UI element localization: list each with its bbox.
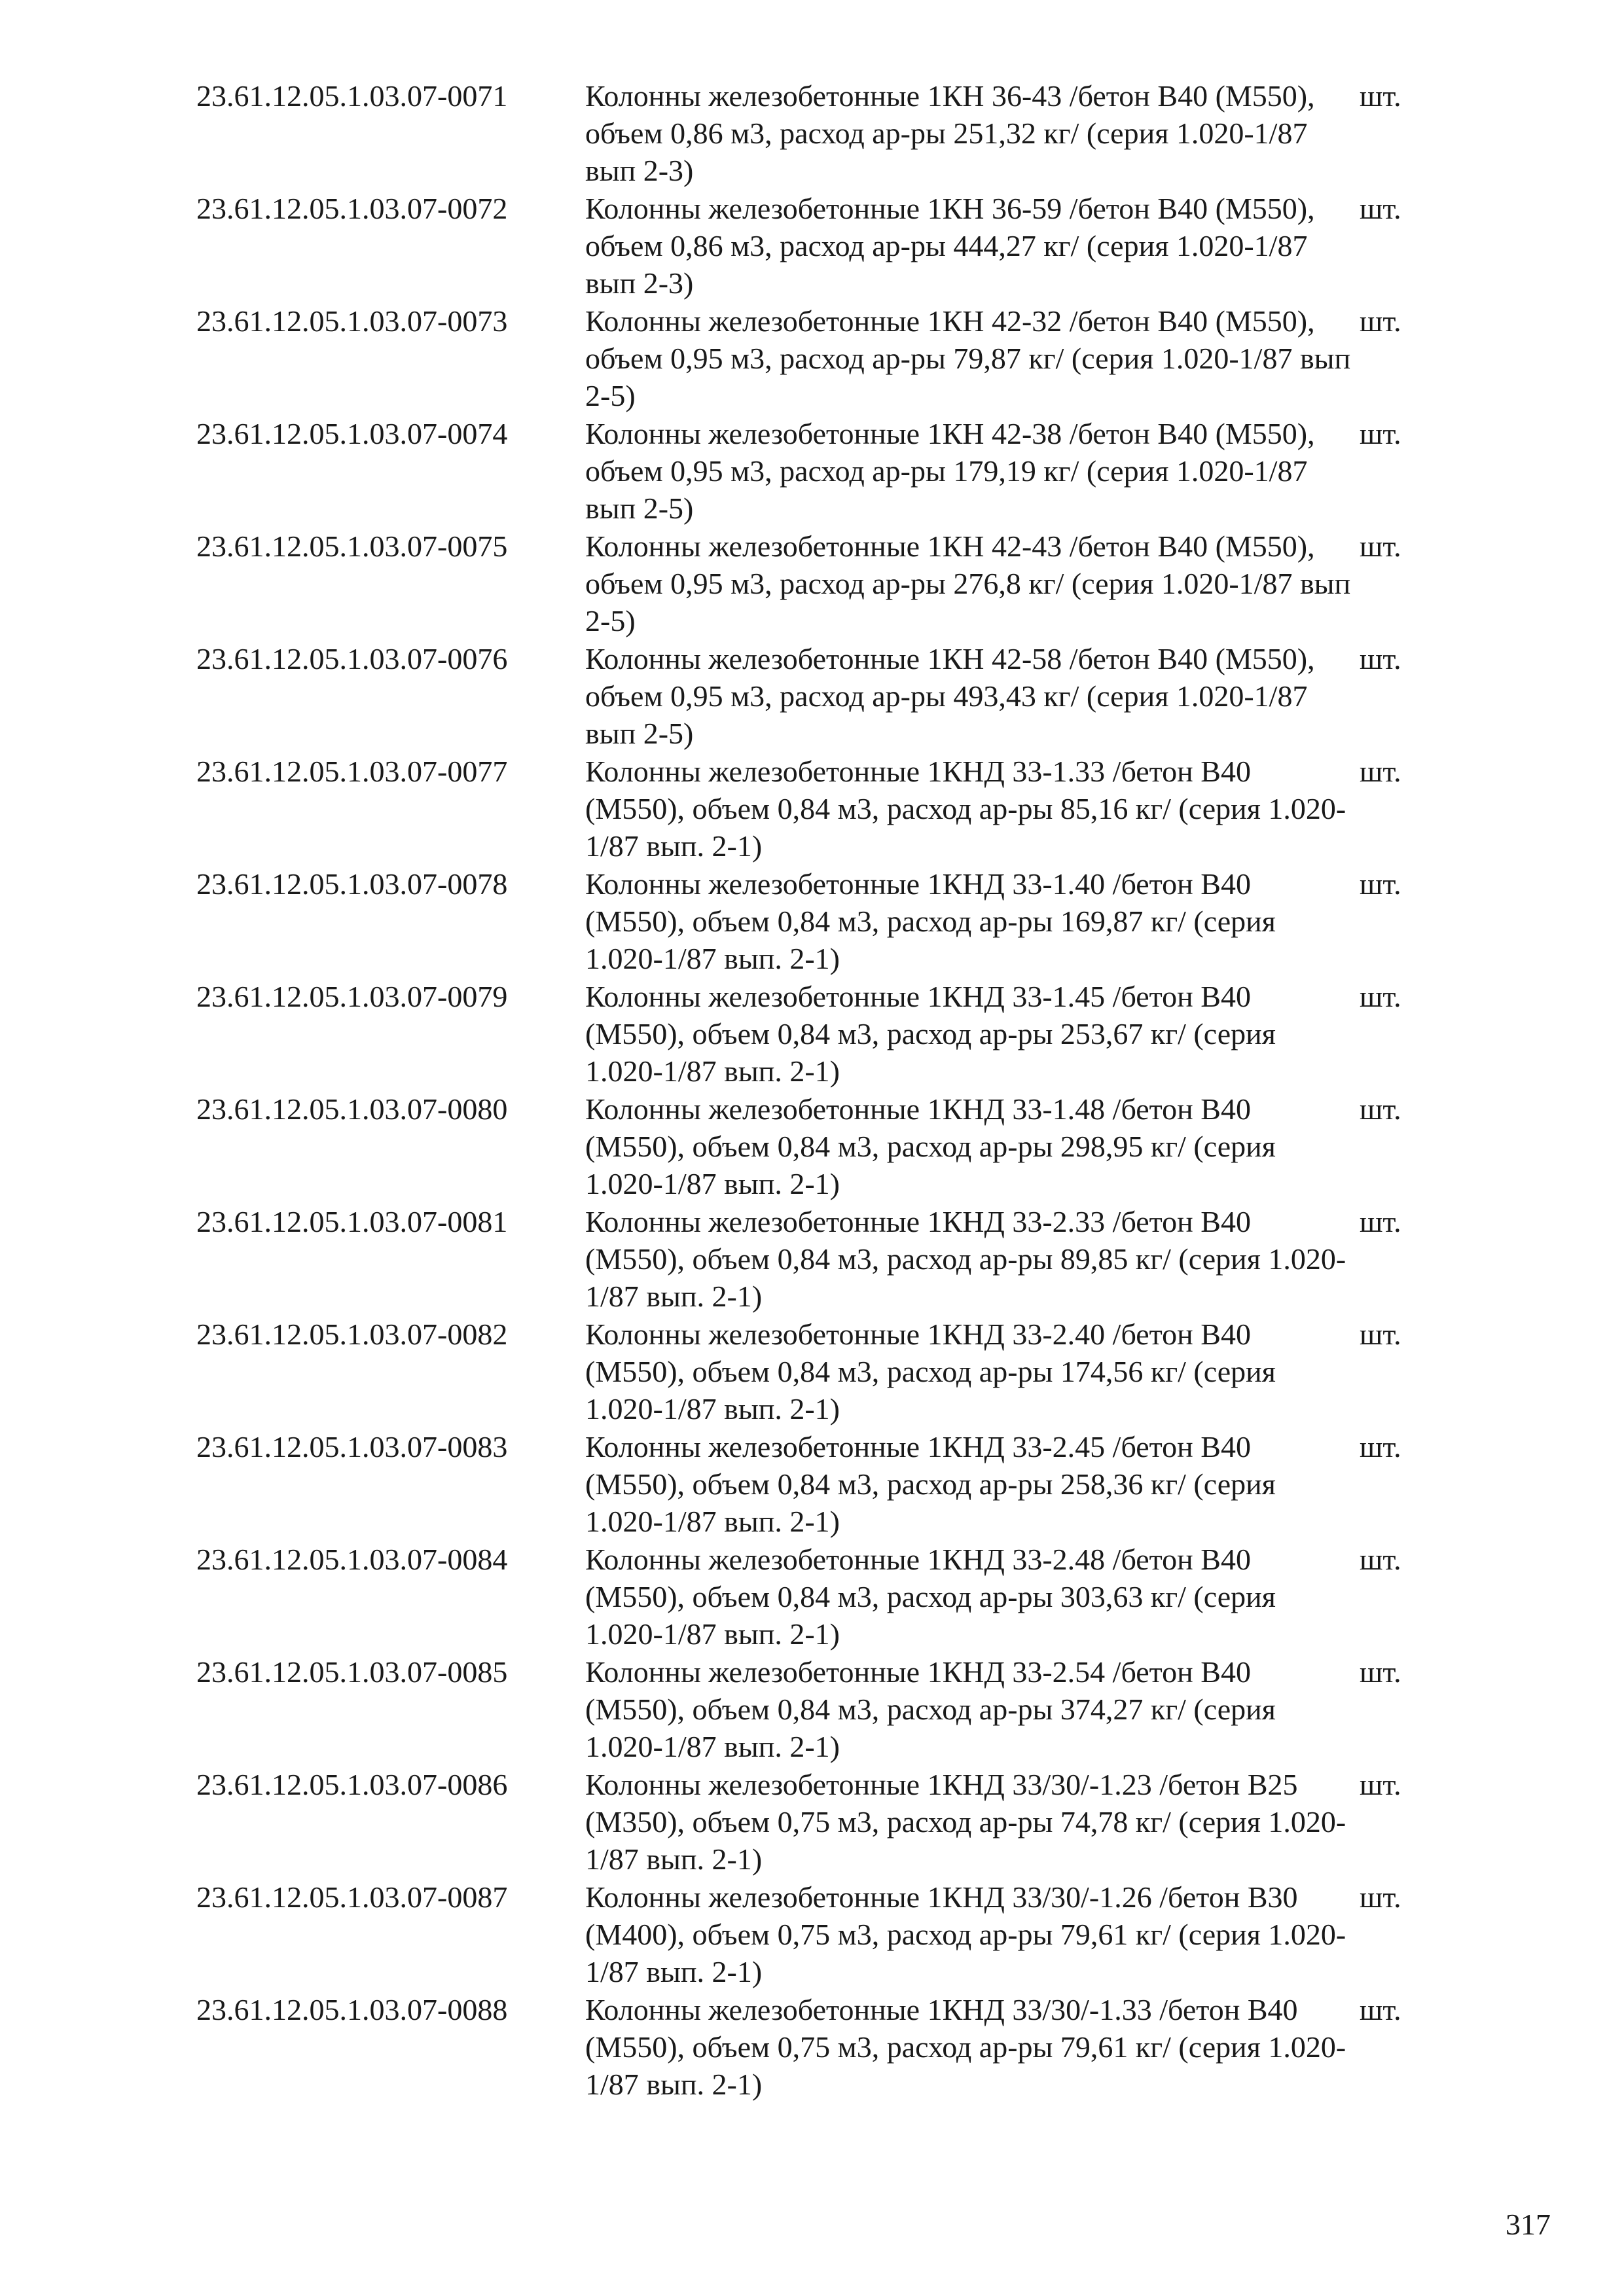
item-description: Колонны железобетонные 1КНД 33-1.45 /бетон В40 (М550), объем 0,84 м3, расход ар-ры 253,67 кг/ (серия 1.020-1/87 вып. 2-1) [585,980,1276,1088]
item-unit: шт. [1360,529,1401,563]
item-code: 23.61.12.05.1.03.07-0071 [196,79,508,113]
item-code: 23.61.12.05.1.03.07-0088 [196,1993,508,2026]
catalog-row [196,1991,1427,2104]
catalog-row [196,640,1427,753]
item-code: 23.61.12.05.1.03.07-0081 [196,1205,508,1238]
item-code: 23.61.12.05.1.03.07-0078 [196,867,508,901]
item-unit: шт. [1360,192,1401,225]
catalog-row [196,1316,1427,1428]
item-unit: шт. [1360,1092,1401,1126]
item-description: Колонны железобетонные 1КН 36-59 /бетон В40 (М550), объем 0,86 м3, расход ар-ры 444,27 кг/ (серия 1.020-1/87 вып 2-3) [585,192,1315,300]
item-unit: шт. [1360,755,1401,788]
catalog-row [196,528,1427,640]
item-unit: шт. [1360,1430,1401,1463]
item-code: 23.61.12.05.1.03.07-0074 [196,417,508,450]
catalog-row [196,1203,1427,1316]
item-description: Колонны железобетонные 1КНД 33-1.40 /бетон В40 (М550), объем 0,84 м3, расход ар-ры 169,87 кг/ (серия 1.020-1/87 вып. 2-1) [585,867,1276,975]
item-description: Колонны железобетонные 1КНД 33-1.48 /бетон В40 (М550), объем 0,84 м3, расход ар-ры 298,95 кг/ (серия 1.020-1/87 вып. 2-1) [585,1092,1276,1200]
catalog-row [196,753,1427,865]
catalog-row [196,77,1427,190]
item-unit: шт. [1360,1318,1401,1351]
item-code: 23.61.12.05.1.03.07-0075 [196,529,508,563]
item-code: 23.61.12.05.1.03.07-0072 [196,192,508,225]
item-description: Колонны железобетонные 1КНД 33-2.40 /бетон В40 (М550), объем 0,84 м3, расход ар-ры 174,56 кг/ (серия 1.020-1/87 вып. 2-1) [585,1318,1276,1426]
item-code: 23.61.12.05.1.03.07-0080 [196,1092,508,1126]
item-description: Колонны железобетонные 1КН 42-43 /бетон В40 (М550), объем 0,95 м3, расход ар-ры 276,8 кг/ (серия 1.020-1/87 вып 2-5) [585,529,1351,637]
item-description: Колонны железобетонные 1КН 42-58 /бетон В40 (М550), объем 0,95 м3, расход ар-ры 493,43 кг/ (серия 1.020-1/87 вып 2-5) [585,642,1315,750]
item-unit: шт. [1360,1543,1401,1576]
item-code: 23.61.12.05.1.03.07-0073 [196,304,508,338]
catalog-row [196,865,1427,978]
item-code: 23.61.12.05.1.03.07-0084 [196,1543,508,1576]
item-unit: шт. [1360,642,1401,675]
item-description: Колонны железобетонные 1КНД 33-2.45 /бетон В40 (М550), объем 0,84 м3, расход ар-ры 258,36 кг/ (серия 1.020-1/87 вып. 2-1) [585,1430,1276,1538]
item-code: 23.61.12.05.1.03.07-0083 [196,1430,508,1463]
item-unit: шт. [1360,867,1401,901]
catalog-row [196,1653,1427,1766]
page-number: 317 [1506,2208,1551,2241]
catalog-row [196,1090,1427,1203]
item-description: Колонны железобетонные 1КНД 33-2.54 /бетон В40 (М550), объем 0,84 м3, расход ар-ры 374,27 кг/ (серия 1.020-1/87 вып. 2-1) [585,1655,1276,1763]
catalog-row [196,302,1427,415]
catalog-row [196,415,1427,528]
catalog-row [196,1878,1427,1991]
item-code: 23.61.12.05.1.03.07-0087 [196,1880,508,1914]
item-unit: шт. [1360,980,1401,1013]
item-unit: шт. [1360,304,1401,338]
item-description: Колонны железобетонные 1КНД 33-2.48 /бетон В40 (М550), объем 0,84 м3, расход ар-ры 303,63 кг/ (серия 1.020-1/87 вып. 2-1) [585,1543,1276,1651]
item-unit: шт. [1360,1993,1401,2026]
item-unit: шт. [1360,1880,1401,1914]
item-description: Колонны железобетонные 1КН 36-43 /бетон В40 (М550), объем 0,86 м3, расход ар-ры 251,32 кг/ (серия 1.020-1/87 вып 2-3) [585,79,1315,187]
item-description: Колонны железобетонные 1КНД 33-2.33 /бетон В40 (М550), объем 0,84 м3, расход ар-ры 89,85 кг/ (серия 1.020-1/87 вып. 2-1) [585,1205,1346,1313]
item-code: 23.61.12.05.1.03.07-0082 [196,1318,508,1351]
catalog-row [196,190,1427,302]
item-unit: шт. [1360,1655,1401,1689]
item-description: Колонны железобетонные 1КНД 33/30/-1.26 /бетон В30 (М400), объем 0,75 м3, расход ар-ры 79,61 кг/ (серия 1.020-1/87 вып. 2-1) [585,1880,1346,1988]
item-unit: шт. [1360,79,1401,113]
item-description: Колонны железобетонные 1КН 42-32 /бетон В40 (М550), объем 0,95 м3, расход ар-ры 79,87 кг/ (серия 1.020-1/87 вып 2-5) [585,304,1351,412]
catalog-row [196,1428,1427,1541]
item-unit: шт. [1360,417,1401,450]
item-code: 23.61.12.05.1.03.07-0079 [196,980,508,1013]
item-description: Колонны железобетонные 1КНД 33/30/-1.23 /бетон В25 (М350), объем 0,75 м3, расход ар-ры 74,78 кг/ (серия 1.020-1/87 вып. 2-1) [585,1768,1346,1876]
item-description: Колонны железобетонные 1КНД 33-1.33 /бетон В40 (М550), объем 0,84 м3, расход ар-ры 85,16 кг/ (серия 1.020-1/87 вып. 2-1) [585,755,1346,863]
item-unit: шт. [1360,1768,1401,1801]
item-code: 23.61.12.05.1.03.07-0077 [196,755,508,788]
catalog-table [196,77,1427,2104]
item-description: Колонны железобетонные 1КН 42-38 /бетон В40 (М550), объем 0,95 м3, расход ар-ры 179,19 кг/ (серия 1.020-1/87 вып 2-5) [585,417,1315,525]
item-code: 23.61.12.05.1.03.07-0076 [196,642,508,675]
item-unit: шт. [1360,1205,1401,1238]
item-code: 23.61.12.05.1.03.07-0085 [196,1655,508,1689]
catalog-row [196,1766,1427,1878]
catalog-row [196,1541,1427,1653]
catalog-row [196,978,1427,1090]
item-description: Колонны железобетонные 1КНД 33/30/-1.33 /бетон В40 (М550), объем 0,75 м3, расход ар-ры 79,61 кг/ (серия 1.020-1/87 вып. 2-1) [585,1993,1346,2101]
item-code: 23.61.12.05.1.03.07-0086 [196,1768,508,1801]
